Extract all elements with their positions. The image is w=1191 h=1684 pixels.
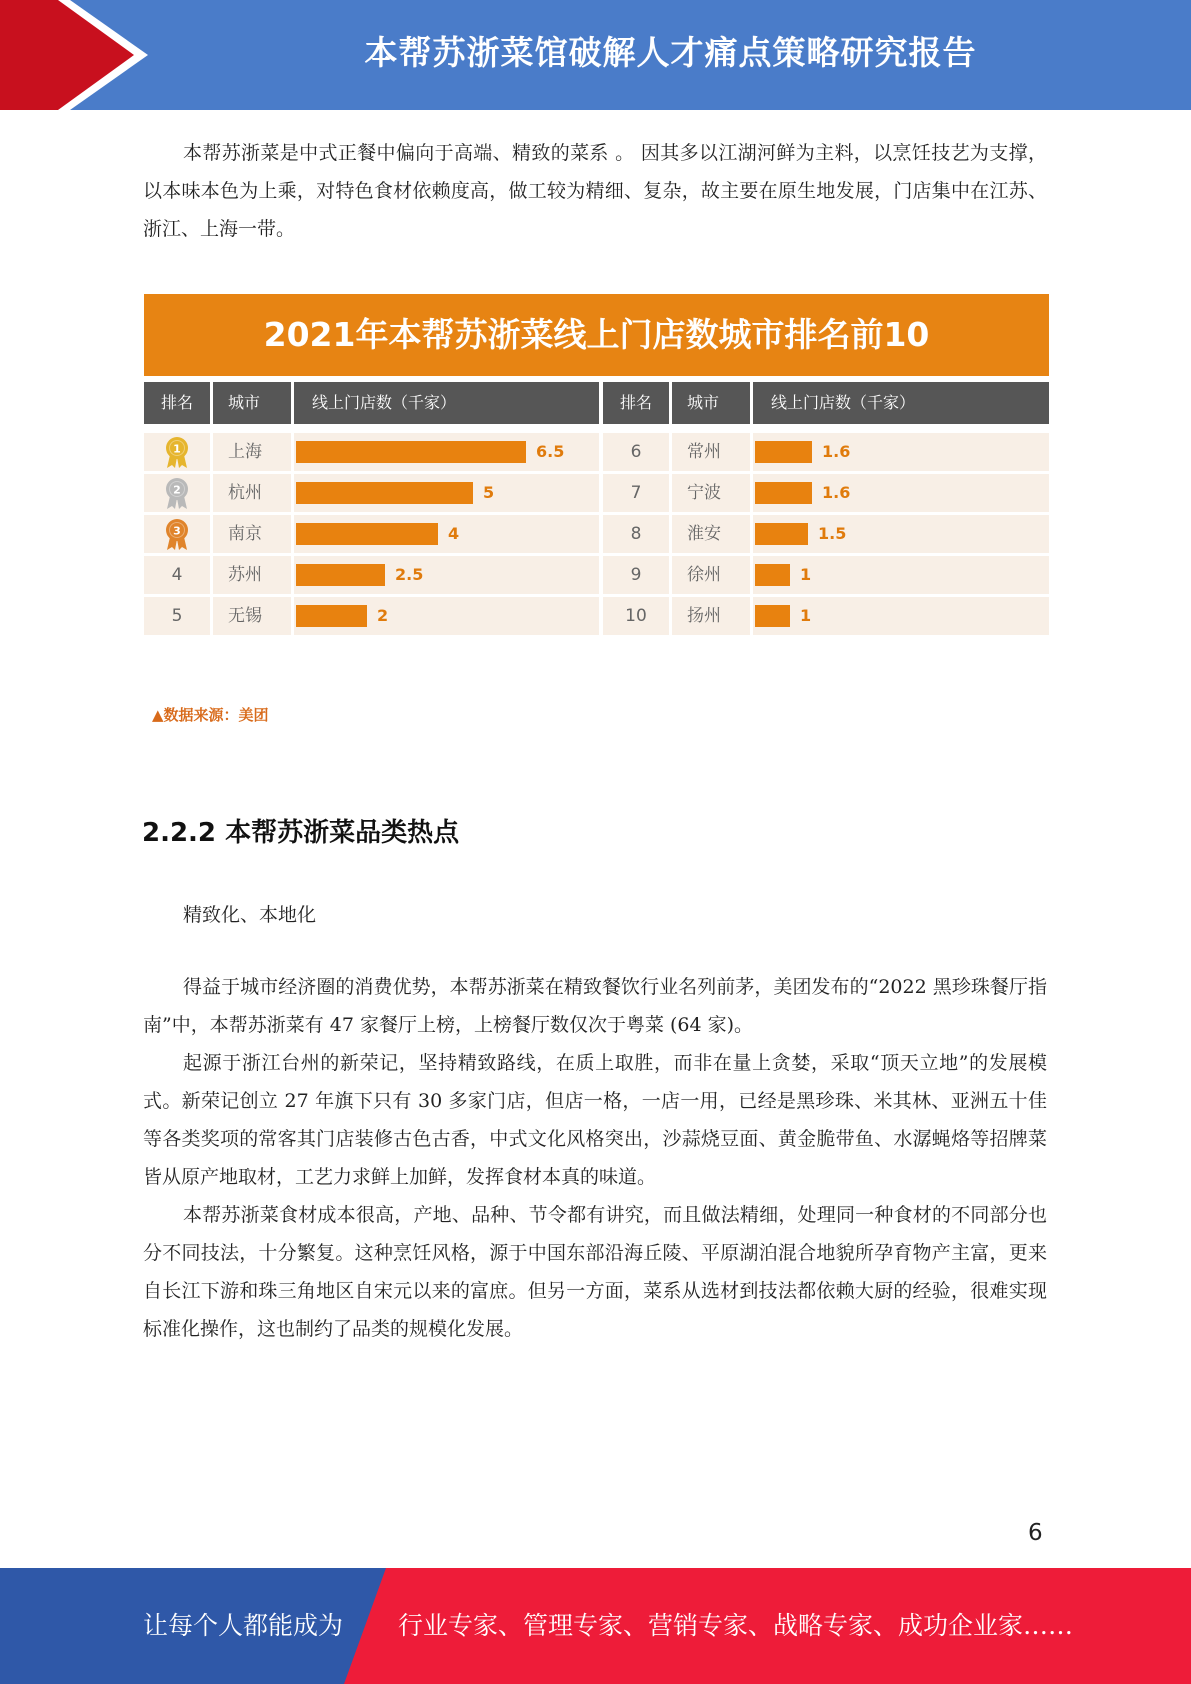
report-title: 本帮苏浙菜馆破解人才痛点策略研究报告 bbox=[364, 33, 977, 72]
rank-cell bbox=[144, 556, 210, 594]
header-rank-right: 排名 bbox=[603, 382, 669, 424]
stores-cell bbox=[294, 556, 599, 594]
footer-slogan-right: 行业专家、管理专家、营销专家、战略专家、成功企业家…… bbox=[398, 1611, 1074, 1640]
header-stores-right: 线上门店数（千家） bbox=[753, 382, 1049, 424]
rank-cell bbox=[144, 515, 210, 553]
store-count-label: 1 bbox=[800, 606, 812, 625]
store-count-bar bbox=[755, 564, 790, 586]
city-cell: 常州 bbox=[672, 433, 750, 471]
stores-cell bbox=[753, 556, 1049, 594]
store-count-bar bbox=[755, 605, 790, 627]
rank-medal-number: 2 bbox=[173, 483, 181, 497]
city-cell: 上海 bbox=[213, 433, 291, 471]
city-cell: 无锡 bbox=[213, 597, 291, 635]
rank-medal-number: 3 bbox=[173, 524, 181, 538]
chart-title: 2021年本帮苏浙菜线上门店数城市排名前10 bbox=[144, 294, 1049, 376]
store-count-label: 6.5 bbox=[536, 442, 565, 461]
rank-cell bbox=[603, 515, 669, 553]
footer-slogan-left: 让每个人都能成为 bbox=[143, 1611, 344, 1640]
rank-medal-icon bbox=[161, 517, 193, 551]
rank-value: 8 bbox=[630, 524, 642, 544]
rank-value: 9 bbox=[630, 565, 642, 585]
intro-paragraph: 本帮苏浙菜是中式正餐中偏向于高端、精致的菜系 。 因其多以江湖河鲜为主料，以烹饪技艺为支撑，以本味本色为上乘，对特色食材依赖度高，做工较为精细、复杂，故主要在原生地发展，门店集中在江苏、浙江、上海一带。 bbox=[143, 142, 1047, 240]
header-rank-left: 排名 bbox=[144, 382, 210, 424]
data-source-note: ▲数据来源：美团 bbox=[152, 706, 269, 724]
stores-cell bbox=[294, 474, 599, 512]
store-count-bar bbox=[755, 441, 812, 463]
store-count-bar bbox=[296, 441, 526, 463]
page-number: 6 bbox=[1028, 1520, 1043, 1546]
store-count-bar bbox=[296, 523, 438, 545]
section-paragraph-3: 本帮苏浙菜食材成本很高，产地、品种、节令都有讲究，而且做法精细，处理同一种食材的不同部分也分不同技法，十分繁复。这种烹饪风格，源于中国东部沿海丘陵、平原湖泊混合地貌所孕育物产主富，更来自长江下游和珠三角地区自宋元以来的富庶。但另一方面，菜系从选材到技法都依赖大厨的经验，很难实现标准化操作，这也制约了品类的规模化发展。 bbox=[143, 1204, 1047, 1340]
rank-cell bbox=[603, 474, 669, 512]
section-paragraph-1: 得益于城市经济圈的消费优势，本帮苏浙菜在精致餐饮行业名列前茅，美团发布的“2022 黑珍珠餐厅指南”中，本帮苏浙菜有 47 家餐厅上榜，上榜餐厅数仅次于粤菜 (64 家)。 bbox=[143, 976, 1047, 1036]
city-cell: 淮安 bbox=[672, 515, 750, 553]
rank-cell bbox=[603, 597, 669, 635]
store-count-label: 5 bbox=[483, 483, 495, 502]
header-city-left: 城市 bbox=[213, 382, 291, 424]
city-cell: 徐州 bbox=[672, 556, 750, 594]
city-cell: 宁波 bbox=[672, 474, 750, 512]
rank-value: 5 bbox=[171, 606, 183, 626]
section-heading: 2.2.2 本帮苏浙菜品类热点 bbox=[142, 818, 460, 848]
rank-cell bbox=[603, 556, 669, 594]
stores-cell bbox=[294, 597, 599, 635]
store-count-bar bbox=[755, 482, 812, 504]
header-red-arrow-decoration bbox=[0, 0, 160, 110]
header-stores-left: 线上门店数（千家） bbox=[294, 382, 599, 424]
city-cell: 杭州 bbox=[213, 474, 291, 512]
rank-medal-number: 1 bbox=[173, 442, 181, 456]
store-ranking-chart bbox=[144, 294, 1049, 642]
city-cell: 苏州 bbox=[213, 556, 291, 594]
rank-value: 10 bbox=[625, 606, 647, 626]
store-count-label: 4 bbox=[448, 524, 460, 543]
store-count-label: 1.5 bbox=[818, 524, 847, 543]
store-count-label: 1 bbox=[800, 565, 812, 584]
rank-value: 4 bbox=[171, 565, 183, 585]
rank-value: 6 bbox=[630, 442, 642, 462]
section-paragraph-2: 起源于浙江台州的新荣记，坚持精致路线，在质上取胜，而非在量上贪婪，采取“顶天立地”的发展模式。新荣记创立 27 年旗下只有 30 多家门店，但店一格，一店一用，已经是黑珍珠、米其林、亚洲五十佳等各类奖项的常客其门店装修古色古香，中式文化风格突出，沙蒜烧豆面、黄金脆带鱼、水潺蝇烙等招牌菜皆从原产地取材，工艺力求鲜上加鲜，发挥食材本真的味道。 bbox=[143, 1052, 1047, 1188]
stores-cell bbox=[294, 515, 599, 553]
stores-cell bbox=[294, 433, 599, 471]
stores-cell bbox=[753, 474, 1049, 512]
rank-cell bbox=[144, 597, 210, 635]
rank-medal-icon bbox=[161, 476, 193, 510]
stores-cell bbox=[753, 597, 1049, 635]
rank-cell bbox=[144, 433, 210, 471]
store-count-bar bbox=[296, 482, 473, 504]
store-count-bar bbox=[755, 523, 808, 545]
rank-cell bbox=[603, 433, 669, 471]
store-count-label: 2 bbox=[377, 606, 389, 625]
page-header bbox=[0, 0, 1191, 110]
store-count-bar bbox=[296, 605, 367, 627]
stores-cell bbox=[753, 433, 1049, 471]
rank-cell bbox=[144, 474, 210, 512]
store-count-label: 1.6 bbox=[822, 442, 851, 461]
city-cell: 南京 bbox=[213, 515, 291, 553]
section-subtitle: 精致化、本地化 bbox=[183, 904, 317, 926]
rank-value: 7 bbox=[630, 483, 642, 503]
store-count-label: 2.5 bbox=[395, 565, 424, 584]
store-count-bar bbox=[296, 564, 385, 586]
header-city-right: 城市 bbox=[672, 382, 750, 424]
rank-medal-icon bbox=[161, 435, 193, 469]
city-cell: 扬州 bbox=[672, 597, 750, 635]
store-count-label: 1.6 bbox=[822, 483, 851, 502]
stores-cell bbox=[753, 515, 1049, 553]
